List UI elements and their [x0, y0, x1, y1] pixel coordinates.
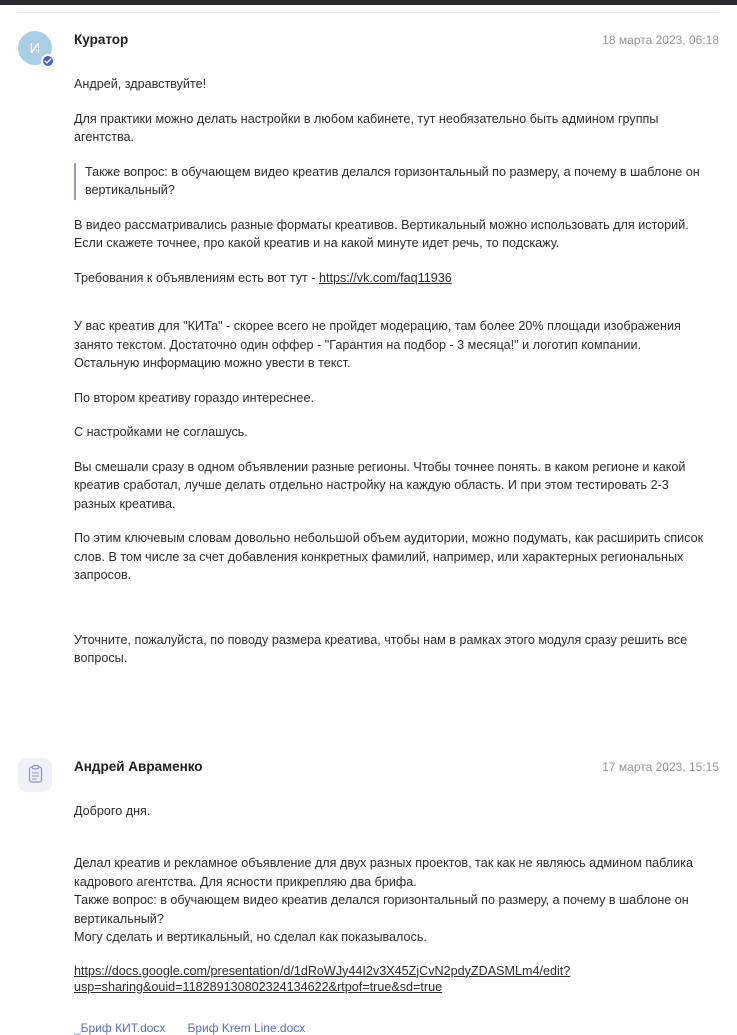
quoted-text: [74, 163, 705, 200]
paragraph-3: [74, 269, 705, 288]
message-body: [18, 794, 719, 995]
vk-faq-link[interactable]: https://vk.com/faq11936: [319, 270, 452, 285]
paragraph-2: Также вопрос: в обучающем видео креатив делался горизонтальный по размеру, а почему в шаблоне он вертикальный?: [74, 893, 689, 926]
greeting-text: Доброго дня.: [74, 803, 151, 818]
message-timestamp: 18 марта 2023, 06:18: [602, 33, 719, 47]
author-name[interactable]: Куратор: [74, 32, 129, 47]
window-top-bar: [0, 0, 737, 5]
document-clipboard-icon: [18, 758, 52, 792]
message-timestamp: 17 марта 2023, 15:15: [602, 759, 719, 774]
paragraph-2: В видео рассматривались разные форматы креативов. Вертикальный можно использовать для историй. Если скажете точнее, про какой креатив и на какой минуте идет речь, то подскажу.: [74, 217, 689, 250]
paragraph-6: С настройками не соглашусь.: [74, 425, 248, 439]
message-body: [18, 67, 719, 668]
comment-thread: [0, 13, 737, 1035]
paragraph-4: У вас креатив для "КИТа" - скорее всего не пройдет модерацию, там более 20% площади изображения занято текстом. Достаточно один оффер - "Гарантия на подбор - 3 месяца!" и логотип компании. Остальную информацию можно увести в текст.: [74, 319, 681, 370]
author-name[interactable]: Андрей Авраменко: [74, 758, 203, 774]
attachment-link[interactable]: _Бриф КИТ.docx: [74, 1020, 166, 1035]
greeting-text: Андрей, здравствуйте!: [74, 77, 207, 91]
quote-text: Также вопрос: в обучающем видео креатив делался горизонтальный по размеру, а почему в шаблоне он вертикальный?: [85, 164, 700, 197]
google-presentation-link-line-1[interactable]: https://docs.google.com/presentation/d/1dRoWJy44I2v3X45ZjCvN2pdyZDASMLm4/edit?: [74, 963, 571, 978]
google-presentation-link-line-2[interactable]: usp=sharing&ouid=118289130802324134622&rtpof=true&sd=true: [74, 979, 443, 994]
paragraph-3-prefix: Требования к объявлениям есть вот тут -: [74, 270, 319, 285]
paragraph-5: По втором креативу гораздо интереснее.: [74, 390, 314, 405]
paragraph-9: Уточните, пожалуйста, по поводу размера креатива, чтобы нам в рамках этого модуля сразу решить все вопросы.: [74, 632, 688, 665]
message-andrey: [0, 754, 737, 1035]
paragraph-1: Делал креатив и рекламное объявление для двух разных проектов, так как не являюсь админом паблика кадрового агентства. Для ясности прикрепляю два брифа.: [74, 856, 693, 889]
check-badge-icon: [41, 54, 55, 68]
paragraph-7: Вы смешали сразу в одном объявлении разные регионы. Чтобы точнее понять. в каком регионе и какой креатив сработал, лучше делать отдельно настройку на каждую область. И при этом тестировать 2-3 разных креатива.: [74, 459, 686, 511]
message-curator: [0, 13, 737, 668]
paragraph-8: По этим ключевым словам довольно небольшой объем аудитории, можно подумать, как расширить список слов. В том числе за счет добавления конкретных фамилий, например, или характерных региональных запросов.: [74, 531, 704, 582]
attachment-list: [18, 1021, 719, 1035]
paragraph-3: Могу сделать и вертикальный, но сделал как показывалось.: [74, 930, 427, 944]
avatar[interactable]: [18, 758, 54, 794]
message-header: [18, 754, 719, 794]
message-header: [18, 27, 719, 67]
paragraph-1: Для практики можно делать настройки в любом кабинете, тут необязательно быть админом группы агентства.: [74, 111, 659, 144]
attachment-link[interactable]: Бриф Krem Line.docx: [187, 1020, 306, 1035]
avatar-initial: И: [18, 31, 52, 65]
avatar[interactable]: [18, 31, 54, 67]
message-spacer: [0, 668, 737, 754]
